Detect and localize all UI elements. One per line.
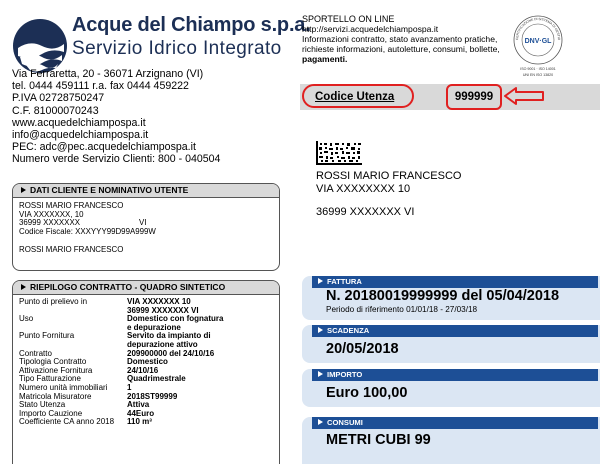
svg-text:CERTIFICAZIONE DI SISTEMA DI G xyxy=(508,10,561,41)
importo-amount: Euro 100,00 xyxy=(326,385,408,401)
riepilogo-key: Matricola Misuratore xyxy=(19,391,92,401)
riepilogo-value-line: Domestico con fognatura xyxy=(127,314,224,324)
vat-line: P.IVA 02728750247 xyxy=(12,92,105,105)
client-fiscal-code: Codice Fiscale: XXXYYY99D99A999W xyxy=(19,227,156,237)
online-desc-1: Informazioni contratto, stato avanzamento pratiche, xyxy=(302,34,498,44)
riepilogo-value-line: e depurazione xyxy=(127,322,181,332)
riepilogo-value-line: 44Euro xyxy=(127,408,155,418)
riepilogo-header xyxy=(13,281,279,295)
recipient-name: ROSSI MARIO FRANCESCO xyxy=(316,170,462,182)
online-desc-3: pagamenti. xyxy=(302,54,348,64)
importo-label: IMPORTO xyxy=(327,370,363,379)
online-title: SPORTELLO ON LINE xyxy=(302,14,395,24)
riepilogo-value-line: Attiva xyxy=(127,400,150,410)
recipient-address xyxy=(316,170,461,219)
riepilogo-panel xyxy=(12,280,280,464)
fattura-header xyxy=(312,276,598,288)
scadenza-header xyxy=(312,325,598,337)
recipient-city: 36999 XXXXXXX VI xyxy=(316,206,415,218)
client-street: VIA XXXXXXX, 10 xyxy=(19,209,84,219)
codice-utenza-value: 999999 xyxy=(454,91,494,103)
dati-cliente-panel xyxy=(12,183,280,271)
company-contacts xyxy=(12,68,220,166)
client-prov: VI xyxy=(139,218,147,228)
dnv-ring-text: CERTIFICAZIONE DI SISTEMA DI GESTIO xyxy=(514,16,562,41)
riepilogo-key: Punto di prelievo in xyxy=(19,297,88,306)
triangle-right-icon xyxy=(318,371,323,377)
website-link[interactable]: www.acquedelchiampospa.it xyxy=(12,116,146,129)
riepilogo-value xyxy=(127,315,223,332)
fattura-number: N. 20180019999999 del 05/04/2018 xyxy=(326,288,560,304)
riepilogo-value-line: 209900000 del 24/10/16 xyxy=(127,348,215,358)
codice-utenza-label: Codice Utenza xyxy=(315,91,395,103)
riepilogo-value-line: 1 xyxy=(127,382,132,392)
online-desc-2: richieste informazioni, autoletture, consumi, bollette, xyxy=(302,44,500,54)
riepilogo-rows xyxy=(13,295,279,427)
riepilogo-row xyxy=(19,298,273,315)
riepilogo-value-line: VIA XXXXXXX 10 xyxy=(127,297,191,306)
riepilogo-row xyxy=(19,418,273,427)
riepilogo-key: Uso xyxy=(19,314,34,324)
fiscal-code-line: C.F. 81000070243 xyxy=(12,104,99,117)
recipient-street: VIA XXXXXXXX 10 xyxy=(316,183,411,195)
riepilogo-row xyxy=(19,315,273,332)
riepilogo-value xyxy=(127,332,211,349)
riepilogo-value-line: 36999 XXXXXXX VI xyxy=(127,305,199,315)
left-arrow-icon xyxy=(503,86,545,106)
riepilogo-key: Tipo Fatturazione xyxy=(19,374,81,384)
fattura-box xyxy=(302,276,600,320)
scadenza-label: SCADENZA xyxy=(327,326,370,335)
riepilogo-key: Coefficiente CA anno 2018 xyxy=(19,417,115,427)
riepilogo-key: Contratto xyxy=(19,348,52,358)
consumi-label: CONSUMI xyxy=(327,418,363,427)
toll-free-line: Numero verde Servizio Clienti: 800 - 040504 xyxy=(12,153,221,166)
scadenza-date: 20/05/2018 xyxy=(326,341,399,357)
online-service-box xyxy=(302,14,522,64)
client-name-user: ROSSI MARIO FRANCESCO xyxy=(19,244,124,254)
consumi-header xyxy=(312,417,598,429)
fattura-period: Periodo di riferimento 01/01/18 - 27/03/18 xyxy=(326,305,478,314)
client-name: ROSSI MARIO FRANCESCO xyxy=(19,201,124,210)
triangle-right-icon xyxy=(21,284,26,290)
riepilogo-value-line: 24/10/16 xyxy=(127,365,159,375)
dnv-std: ISO 9001 · ISO 14001 xyxy=(520,67,556,71)
consumi-value: METRI CUBI 99 xyxy=(326,432,431,448)
triangle-right-icon xyxy=(318,278,323,284)
dnv-brand: DNV·GL xyxy=(524,38,552,45)
dati-cliente-title: DATI CLIENTE E NOMINATIVO UTENTE xyxy=(30,185,189,195)
dnv-certification-icon xyxy=(508,10,568,80)
scadenza-box xyxy=(302,325,600,363)
company-logo-icon xyxy=(12,18,68,74)
email-link[interactable]: info@acquedelchiampospa.it xyxy=(12,129,149,142)
riepilogo-row xyxy=(19,332,273,349)
riepilogo-key: Attivazione Fornitura xyxy=(19,365,93,375)
triangle-right-icon xyxy=(21,187,26,193)
dnv-accred: UNI EN ISO 13820 xyxy=(522,73,554,77)
riepilogo-value-line: Quadrimestrale xyxy=(127,374,186,384)
riepilogo-value-line: depurazione attivo xyxy=(127,339,198,349)
riepilogo-key: Punto Fornitura xyxy=(19,331,75,341)
fattura-label: FATTURA xyxy=(327,277,362,286)
riepilogo-value xyxy=(127,298,199,315)
dati-cliente-header xyxy=(13,184,279,198)
company-subtitle: Servizio Idrico Integrato xyxy=(72,38,282,59)
online-url-link[interactable]: http://servizi.acquedelchiampospa.it xyxy=(302,24,439,34)
riepilogo-value-line: Servito da impianto di xyxy=(127,331,211,341)
riepilogo-key: Importo Cauzione xyxy=(19,408,83,418)
consumi-box xyxy=(302,417,600,464)
riepilogo-key: Stato Utenza xyxy=(19,400,66,410)
triangle-right-icon xyxy=(318,419,323,425)
importo-box xyxy=(302,369,600,407)
triangle-right-icon xyxy=(318,327,323,333)
riepilogo-value-line: Domestico xyxy=(127,357,168,367)
address-line: Via Ferraretta, 20 - 36071 Arzignano (VI) xyxy=(12,68,204,80)
riepilogo-title: RIEPILOGO CONTRATTO - QUADRO SINTETICO xyxy=(30,282,226,292)
importo-header xyxy=(312,369,598,381)
riepilogo-key: Numero unità immobiliari xyxy=(19,382,108,392)
riepilogo-value-line: 2018ST99999 xyxy=(127,391,178,401)
riepilogo-key: Tipologia Contratto xyxy=(19,357,87,367)
riepilogo-value-line: 110 m³ xyxy=(127,417,152,427)
riepilogo-value xyxy=(127,375,186,384)
client-cap-city: 36999 XXXXXXX xyxy=(19,218,80,228)
pec-link[interactable]: PEC: adc@pec.acquedelchiampospa.it xyxy=(12,141,196,154)
riepilogo-value xyxy=(127,418,152,427)
barcode-icon xyxy=(316,141,362,165)
phone-line: tel. 0444 459111 r.a. fax 0444 459222 xyxy=(12,80,189,93)
company-name: Acque del Chiampo s.p.a. xyxy=(72,14,311,36)
